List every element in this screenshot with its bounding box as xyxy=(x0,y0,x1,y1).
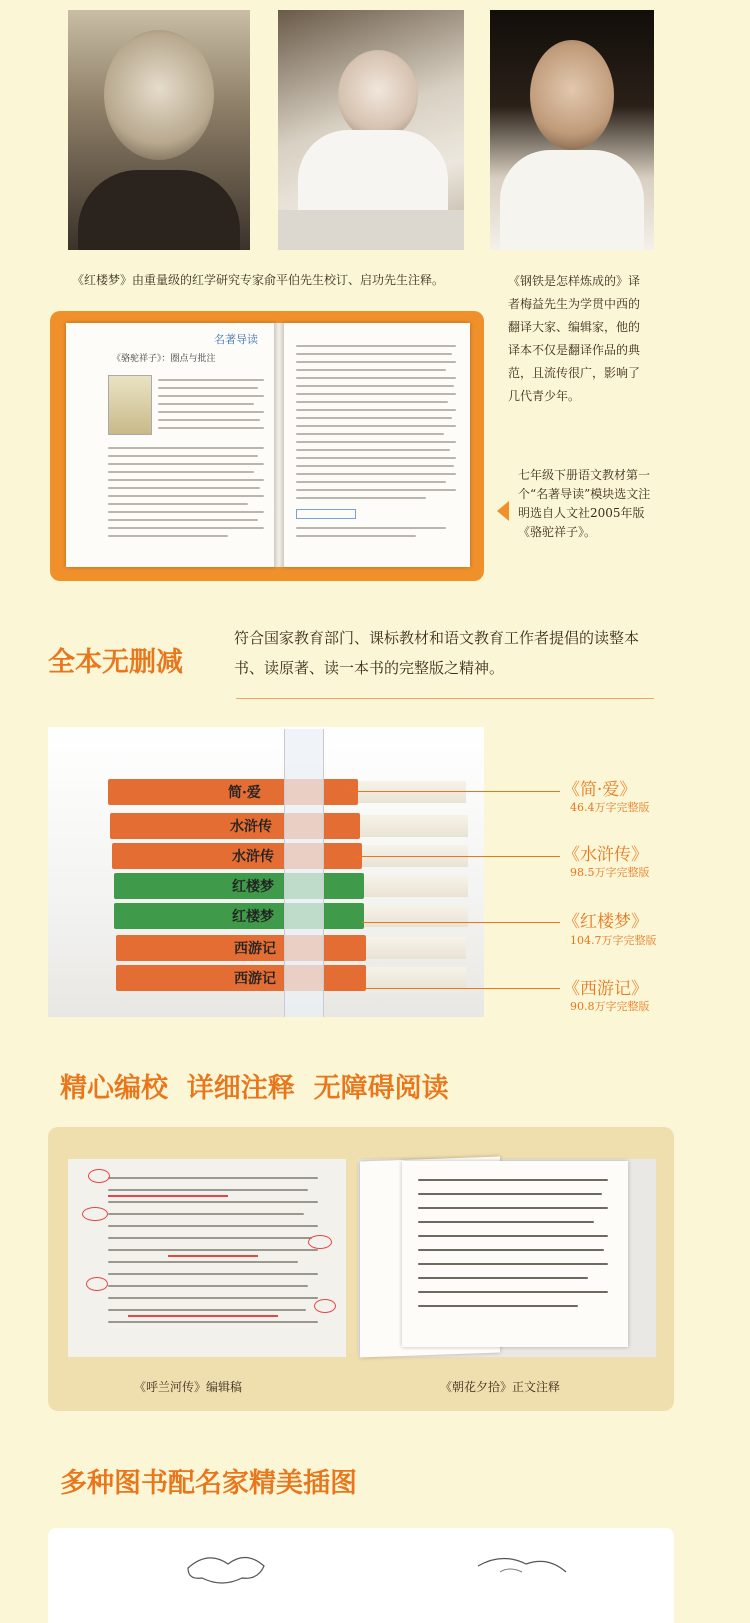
book-label-name: 《简·爱》 xyxy=(563,780,637,800)
editing-headline: 精心编校 详细注释 无障碍阅读 xyxy=(60,1073,449,1104)
book-label-count: 98.5万字完整版 xyxy=(570,866,650,879)
leader-line-4 xyxy=(362,988,560,989)
book-spine-water-margin-1: 水浒传 xyxy=(110,813,360,839)
illustrations-preview xyxy=(48,1528,674,1623)
book-label-count: 90.8万字完整版 xyxy=(570,1000,650,1013)
book-spine-red-mansions-2: 红楼梦 xyxy=(114,903,364,929)
illustrations-headline: 多种图书配名家精美插图 xyxy=(60,1468,357,1499)
book-label-name: 《红楼梦》 xyxy=(563,912,648,932)
textbook-frame xyxy=(50,311,484,581)
portrait-caption-right: 《钢铁是怎样炼成的》译者梅益先生为学贯中西的翻译大家、编辑家，他的译本不仅是翻译作品的典范，且流传很广，影响了几代青少年。 xyxy=(508,274,641,403)
textbook-page-title: 《骆驼祥子》：圈点与批注 xyxy=(112,354,216,364)
portrait-photo-2 xyxy=(278,10,464,250)
book-label-name: 《西游记》 xyxy=(563,979,648,999)
portrait-photo-3 xyxy=(490,10,654,250)
editing-frame xyxy=(48,1127,674,1411)
textbook-illustration xyxy=(108,375,152,435)
unabridged-headline: 全本无删减 xyxy=(48,647,183,678)
book-label-count: 104.7万字完整版 xyxy=(570,934,657,947)
book-spine-water-margin-2: 水浒传 xyxy=(112,843,362,869)
book-spine-jane-eyre: 简·爱 xyxy=(108,779,358,805)
portrait-photo-1 xyxy=(68,10,250,250)
textbook-right-page xyxy=(282,323,470,567)
pointer-arrow-icon xyxy=(497,501,509,521)
ruler xyxy=(284,729,324,1017)
book-spine-red-mansions-1: 红楼梦 xyxy=(114,873,364,899)
book-label-count: 46.4万字完整版 xyxy=(570,801,650,814)
proof-page-edited xyxy=(68,1159,346,1357)
textbook-page-header: 名著导读 xyxy=(214,333,258,346)
left-proof-caption: 《呼兰河传》编辑稿 xyxy=(134,1380,243,1394)
leader-line-2 xyxy=(356,856,560,857)
leader-line-1 xyxy=(350,791,560,792)
book-label-name: 《水浒传》 xyxy=(563,845,648,865)
book-spine-journey-west-1: 西游记 xyxy=(116,935,366,961)
textbook-caption: 七年级下册语文教材第一个“名著导读”模块选文注明选自人文社2005年版《骆驼祥子》。 xyxy=(518,468,651,539)
illustration-sketch xyxy=(48,1528,674,1623)
textbook-left-page xyxy=(66,323,276,567)
portrait-caption-left: 《红楼梦》由重量级的红学研究专家俞平伯先生校订、启功先生注释。 xyxy=(72,273,445,287)
unabridged-description: 符合国家教育部门、课标教材和语文教育工作者提倡的读整本书、读原著、读一本书的完整版之精神。 xyxy=(234,629,640,677)
proof-page-annotated xyxy=(358,1159,656,1357)
books-stack-photo xyxy=(48,727,484,1017)
book-spine-journey-west-2: 西游记 xyxy=(116,965,366,991)
leader-line-3 xyxy=(362,922,560,923)
right-proof-caption: 《朝花夕拾》正文注释 xyxy=(440,1380,561,1394)
section-divider xyxy=(236,698,654,699)
